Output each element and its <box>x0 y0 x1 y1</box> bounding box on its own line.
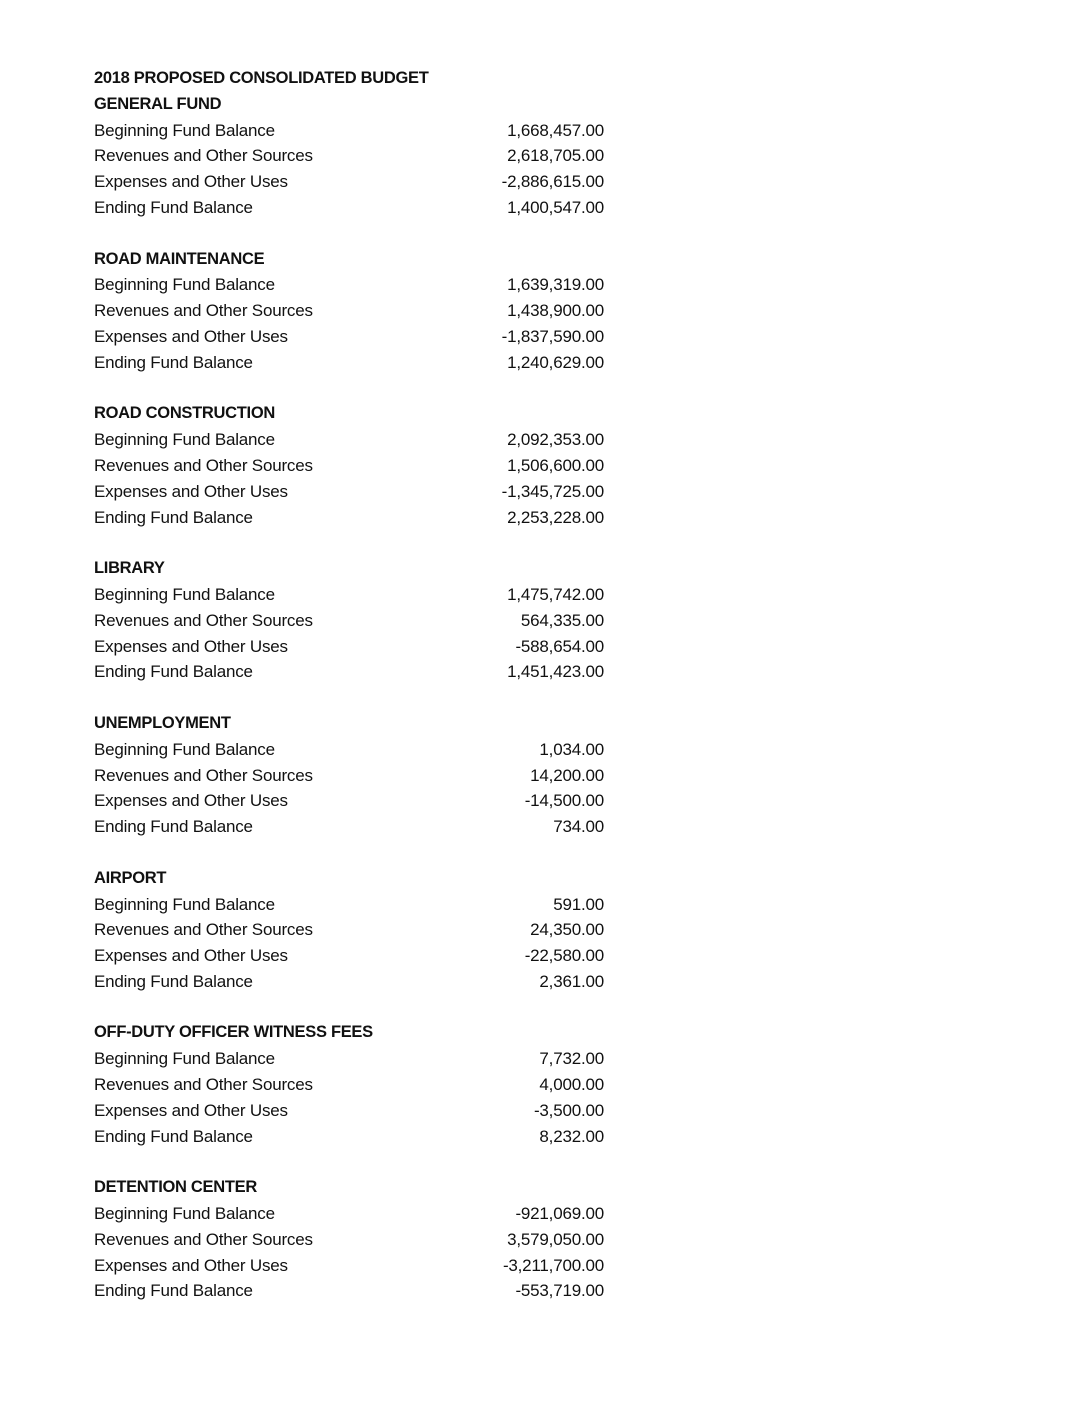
budget-row <box>94 969 604 995</box>
row-value: 564,335.00 <box>520 610 604 630</box>
row-label: Beginning Fund Balance <box>94 430 275 450</box>
budget-row <box>94 453 604 479</box>
row-value: -3,500.00 <box>533 1100 604 1120</box>
budget-row <box>94 169 604 195</box>
row-label: Beginning Fund Balance <box>94 894 275 914</box>
row-value: 1,506,600.00 <box>507 455 604 475</box>
budget-row <box>94 324 604 350</box>
row-label: Revenues and Other Sources <box>94 1229 313 1249</box>
fund-section <box>94 711 614 840</box>
row-label: Expenses and Other Uses <box>94 946 288 966</box>
budget-row <box>94 763 604 789</box>
row-label: Revenues and Other Sources <box>94 1075 313 1095</box>
row-value: 1,034.00 <box>539 739 604 759</box>
row-value: -14,500.00 <box>524 791 604 811</box>
budget-row <box>94 1278 604 1304</box>
row-label: Revenues and Other Sources <box>94 610 313 630</box>
budget-row <box>94 427 604 453</box>
fund-section <box>94 92 614 221</box>
fund-name: GENERAL FUND <box>94 94 222 113</box>
fund-section <box>94 1175 614 1304</box>
budget-row <box>94 143 604 169</box>
budget-row <box>94 943 604 969</box>
row-label: Beginning Fund Balance <box>94 275 275 295</box>
row-label: Revenues and Other Sources <box>94 146 313 166</box>
budget-document <box>94 66 614 1330</box>
row-label: Ending Fund Balance <box>94 1126 253 1146</box>
document-title: 2018 PROPOSED CONSOLIDATED BUDGET <box>94 69 429 87</box>
budget-row <box>94 582 604 608</box>
budget-row <box>94 1227 604 1253</box>
fund-section <box>94 247 614 376</box>
row-label: Beginning Fund Balance <box>94 1204 275 1224</box>
budget-row <box>94 634 604 660</box>
budget-row <box>94 1201 604 1227</box>
fund-name: UNEMPLOYMENT <box>94 713 231 732</box>
row-value: -588,654.00 <box>515 636 604 656</box>
fund-section <box>94 556 614 685</box>
row-value: 591.00 <box>553 894 604 914</box>
row-label: Revenues and Other Sources <box>94 455 313 475</box>
fund-name: AIRPORT <box>94 868 167 887</box>
row-value: 2,253,228.00 <box>507 507 604 527</box>
budget-row <box>94 1072 604 1098</box>
row-value: 14,200.00 <box>530 765 604 785</box>
row-label: Revenues and Other Sources <box>94 765 313 785</box>
fund-section <box>94 866 614 995</box>
row-label: Expenses and Other Uses <box>94 481 288 501</box>
row-label: Beginning Fund Balance <box>94 739 275 759</box>
budget-row <box>94 118 604 144</box>
row-label: Ending Fund Balance <box>94 197 253 217</box>
row-value: 7,732.00 <box>539 1049 604 1069</box>
row-label: Ending Fund Balance <box>94 971 253 991</box>
fund-name: ROAD MAINTENANCE <box>94 249 265 268</box>
fund-list <box>94 92 614 1304</box>
budget-row <box>94 350 604 376</box>
row-label: Expenses and Other Uses <box>94 791 288 811</box>
fund-name: LIBRARY <box>94 559 165 578</box>
row-value: 2,361.00 <box>539 971 604 991</box>
row-value: 734.00 <box>553 817 604 837</box>
row-value: 2,092,353.00 <box>507 430 604 450</box>
row-label: Ending Fund Balance <box>94 507 253 527</box>
row-value: 2,618,705.00 <box>507 146 604 166</box>
row-label: Revenues and Other Sources <box>94 301 313 321</box>
row-value: -2,886,615.00 <box>501 172 604 192</box>
fund-name: OFF-DUTY OFFICER WITNESS FEES <box>94 1023 373 1042</box>
row-label: Expenses and Other Uses <box>94 172 288 192</box>
budget-row <box>94 298 604 324</box>
row-label: Expenses and Other Uses <box>94 326 288 346</box>
row-label: Expenses and Other Uses <box>94 1255 288 1275</box>
budget-row <box>94 479 604 505</box>
row-label: Ending Fund Balance <box>94 817 253 837</box>
row-value: 1,475,742.00 <box>507 584 604 604</box>
budget-row <box>94 608 604 634</box>
row-label: Ending Fund Balance <box>94 662 253 682</box>
row-label: Ending Fund Balance <box>94 1281 253 1301</box>
fund-name: ROAD CONSTRUCTION <box>94 404 275 423</box>
fund-name: DETENTION CENTER <box>94 1178 257 1197</box>
row-label: Expenses and Other Uses <box>94 636 288 656</box>
row-label: Beginning Fund Balance <box>94 120 275 140</box>
row-value: 3,579,050.00 <box>507 1229 604 1249</box>
budget-row <box>94 505 604 531</box>
row-label: Expenses and Other Uses <box>94 1100 288 1120</box>
row-label: Beginning Fund Balance <box>94 584 275 604</box>
budget-row <box>94 195 604 221</box>
row-label: Revenues and Other Sources <box>94 920 313 940</box>
row-value: 1,639,319.00 <box>507 275 604 295</box>
row-value: 1,451,423.00 <box>507 662 604 682</box>
row-value: -1,345,725.00 <box>501 481 604 501</box>
row-value: 1,668,457.00 <box>507 120 604 140</box>
budget-row <box>94 1046 604 1072</box>
row-label: Beginning Fund Balance <box>94 1049 275 1069</box>
fund-section <box>94 1020 614 1149</box>
budget-row <box>94 892 604 918</box>
row-value: -921,069.00 <box>515 1204 604 1224</box>
fund-section <box>94 401 614 530</box>
budget-row <box>94 917 604 943</box>
budget-row <box>94 1253 604 1279</box>
budget-row <box>94 788 604 814</box>
budget-row <box>94 272 604 298</box>
row-value: 4,000.00 <box>539 1075 604 1095</box>
budget-row <box>94 814 604 840</box>
budget-row <box>94 1098 604 1124</box>
row-value: -553,719.00 <box>515 1281 604 1301</box>
row-value: -22,580.00 <box>524 946 604 966</box>
row-value: -1,837,590.00 <box>501 326 604 346</box>
row-value: 1,438,900.00 <box>507 301 604 321</box>
budget-row <box>94 659 604 685</box>
row-value: 24,350.00 <box>530 920 604 940</box>
row-label: Ending Fund Balance <box>94 352 253 372</box>
row-value: 1,400,547.00 <box>507 197 604 217</box>
row-value: 8,232.00 <box>539 1126 604 1146</box>
row-value: 1,240,629.00 <box>507 352 604 372</box>
budget-row <box>94 737 604 763</box>
budget-row <box>94 1124 604 1150</box>
row-value: -3,211,700.00 <box>502 1255 604 1275</box>
